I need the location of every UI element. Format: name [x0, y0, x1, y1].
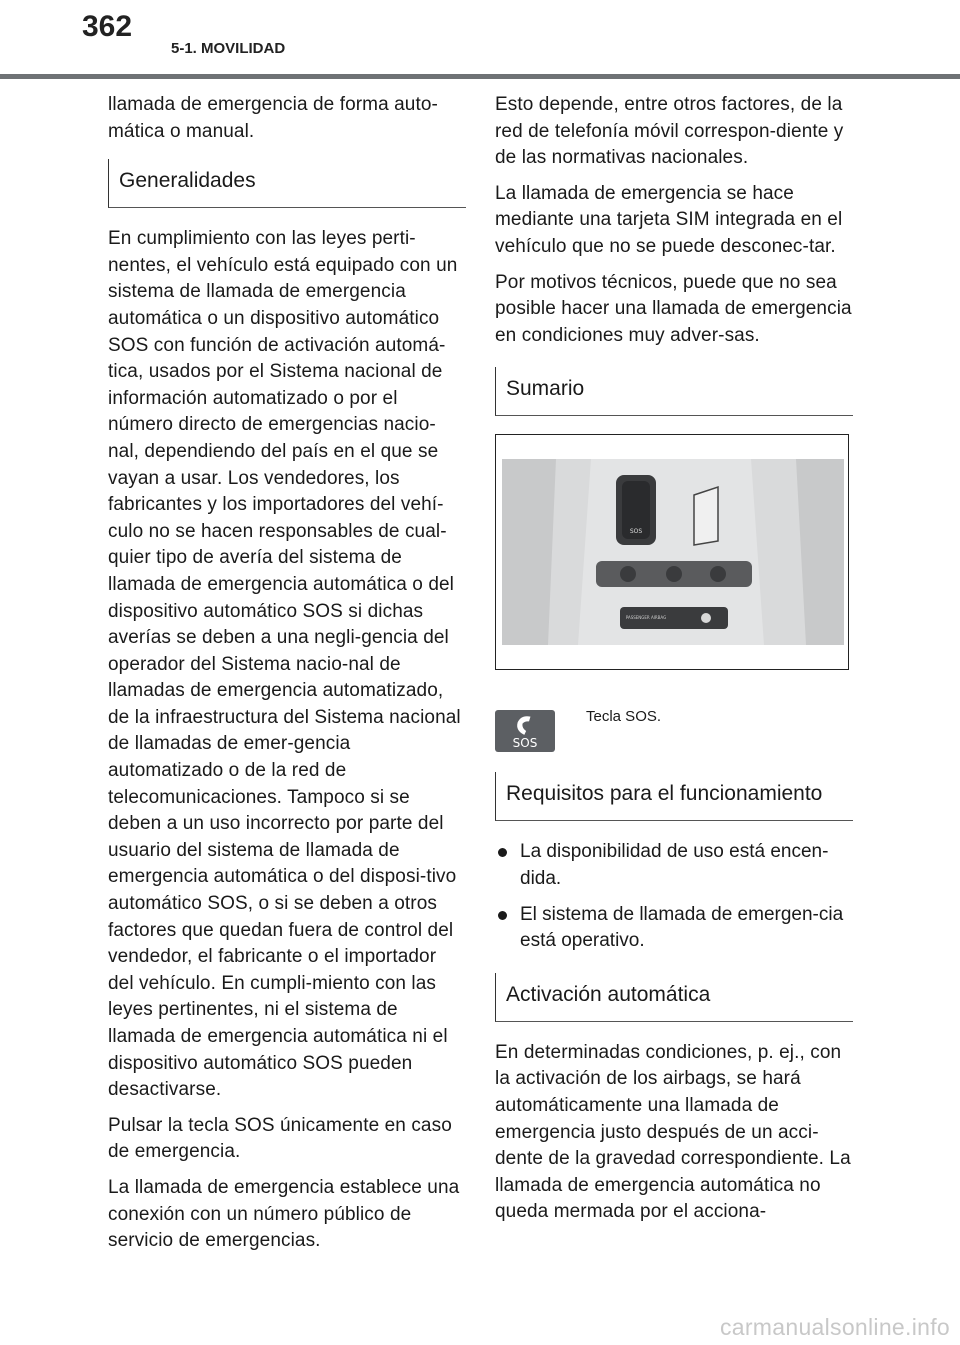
console-airbag-label: PASSENGER AIRBAG: [625, 615, 667, 621]
paragraph: La llamada de emergencia establece una conexión con un número público de servicio de emergencias.: [108, 1176, 460, 1252]
paragraph: Por motivos técnicos, puede que no sea posible hacer una llamada de emergencia en condiciones muy adver-sas.: [495, 271, 852, 346]
heading-sumario: Sumario: [495, 367, 853, 416]
bullet-icon: [498, 848, 507, 857]
watermark: carmanualsonline.info: [719, 1314, 950, 1340]
section-title: 5-1. MOVILIDAD: [171, 40, 286, 57]
heading-activacion: Activación automática: [495, 973, 853, 1022]
page-number: 362: [82, 10, 133, 43]
header-rule: [0, 74, 960, 79]
list-item: [495, 839, 853, 892]
paragraph: Esto depende, entre otros factores, de la red de telefonía móvil correspon-diente y de las normativas nacionales.: [495, 94, 844, 169]
bullet-icon: [498, 911, 507, 920]
paragraph: Pulsar la tecla SOS únicamente en caso de emergencia.: [108, 1114, 452, 1163]
heading-generalidades: Generalidades: [108, 159, 466, 208]
right-column: [495, 92, 853, 1235]
legend-text: Tecla SOS.: [586, 708, 662, 726]
sos-icon-label: SOS: [512, 736, 538, 751]
console-sos-label: SOS: [629, 528, 643, 536]
intro-paragraph: llamada de emergencia de forma auto-mática o manual.: [108, 94, 438, 142]
list-item-text: La disponibilidad de uso está encen-dida.: [520, 841, 829, 889]
overhead-console-figure: [495, 434, 849, 670]
heading-requisitos: Requisitos para el funcionamiento: [495, 772, 853, 821]
list-item: [495, 902, 853, 955]
sos-phone-icon: [495, 710, 555, 752]
legend-row: [495, 710, 853, 754]
paragraph: En determinadas condiciones, p. ej., con la activación de los airbags, se hará automáticamente una llamada de emergencia justo después de un acci-dente de la gravedad correspondiente. La llamada de emergencia automática no queda mermada por el acciona-: [495, 1041, 851, 1223]
overhead-console-illustration: [496, 435, 848, 669]
paragraph: La llamada de emergencia se hace mediante una tarjeta SIM integrada en el vehículo que no se puede desconec-tar.: [495, 182, 843, 257]
requirements-list: [495, 839, 853, 954]
paragraph: En cumplimiento con las leyes perti-nentes, el vehículo está equipado con un sistema de llamada de emergencia automática o un dispositivo automático SOS con función de activación automá-tica, usados por el Sistema nacional de información automatizado o por el número directo de emergencias nacio-nal, dependiendo del país en el que se vayan a usar. Los vendedores, los fabricantes y los importadores del vehí-culo no se hacen responsables de cual-quier tipo de avería del sistema de llamada de emergencia automática o del dispositivo automático SOS si dichas averías se deben a una negli-gencia del operador del Sistema nacio-nal de llamadas de emergencia automatizado, de la infraestructura del Sistema nacional de llamadas de emer-gencia automatizado o de la red de telecomunicaciones. Tampoco si se deben a un uso incorrecto por parte del usuario del sistema de llamada de emergencia automática o del disposi-tivo automático SOS, o si se deben a otros factores que quedan fuera de control del vendedor, el fabricante o el importador del vehículo. En cumpli-miento con las leyes pertinentes, ni el sistema de llamada de emergencia automática ni el dispositivo automático SOS pueden desactivarse.: [108, 228, 461, 1101]
list-item-text: El sistema de llamada de emergen-cia está operativo.: [520, 903, 844, 952]
left-column: [108, 92, 466, 1264]
